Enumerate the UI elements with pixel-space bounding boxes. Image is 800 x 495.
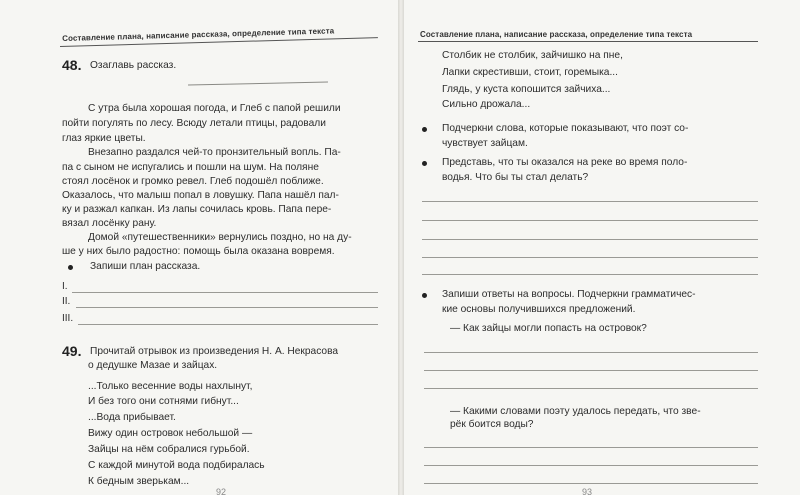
story-line: вязал лосёнку рану.: [62, 218, 157, 229]
question-2: — Какими словами поэту удалось передать, что звe-: [450, 406, 701, 417]
answer-line[interactable]: [424, 465, 758, 466]
bullet-icon: [422, 293, 427, 298]
story-line: Оказалось, что малыш попал в ловушку. Папа нашёл пал-: [62, 190, 339, 201]
bullet1-text: чувствует зайцам.: [442, 138, 528, 149]
poem-line: Глядь, у куста копошится зайчиха...: [442, 84, 611, 95]
answer-line[interactable]: [422, 220, 758, 221]
poem-line: ...Только весенние воды нахлынут,: [88, 381, 253, 392]
story-line: па с сыном не испугались и пошли на шум. На поляне: [62, 162, 319, 173]
plan-instruction: Запиши план рассказа.: [90, 261, 201, 272]
plan-label-3: III.: [62, 313, 74, 324]
poem-line: Вижу один островок небольшой —: [88, 428, 253, 439]
plan-answer-line-1[interactable]: [72, 292, 378, 293]
plan-label-1: I.: [62, 281, 68, 292]
left-page: [0, 0, 399, 495]
right-running-head-rule: [418, 41, 758, 42]
task-49-number: 49.: [62, 343, 82, 359]
answer-line[interactable]: [424, 352, 758, 353]
bullet-icon: [68, 265, 73, 270]
story-line: С утра была хорошая погода, и Глеб с папой решили: [88, 103, 341, 114]
answer-line[interactable]: [422, 257, 758, 258]
plan-answer-line-3[interactable]: [78, 324, 378, 325]
question-1: — Как зайцы могли попасть на островок?: [450, 323, 647, 334]
task-49-instruction: о дедушке Мазае и зайцах.: [88, 360, 218, 371]
story-line: ку и разжал капкан. Из лапы сочилась кровь. Папа пере-: [62, 204, 332, 215]
task-48-number: 48.: [62, 57, 82, 73]
bullet2-text: водья. Что бы ты стал делать?: [442, 172, 589, 183]
question-2: рёк боится воды?: [450, 419, 534, 430]
right-page-number: 93: [582, 487, 593, 495]
bullet3-text: Запиши ответы на вопросы. Подчеркни грамматичес-: [442, 289, 696, 300]
left-page-number: 92: [216, 487, 227, 495]
story-line: Внезапно раздался чей-то пронзительный вопль. Па-: [88, 147, 341, 158]
plan-answer-line-2[interactable]: [76, 307, 378, 308]
bullet-icon: [422, 161, 427, 166]
answer-line[interactable]: [422, 239, 758, 240]
poem-line: Зайцы на нём собралися гурьбой.: [88, 444, 250, 455]
poem-line: Столбик не столбик, зайчишко на пне,: [442, 50, 623, 61]
right-page: [404, 0, 800, 495]
plan-label-2: II.: [62, 296, 71, 307]
bullet1-text: Подчеркни слова, которые показывают, что поэт со-: [442, 123, 689, 134]
answer-line[interactable]: [422, 274, 758, 275]
task-48-instruction: Озаглавь рассказ.: [90, 60, 177, 71]
poem-line: ...Вода прибывает.: [88, 412, 176, 423]
answer-line[interactable]: [424, 388, 758, 389]
task-49-instruction: Прочитай отрывок из произведения Н. А. Некрасова: [90, 346, 339, 357]
poem-line: Сильно дрожала...: [442, 99, 531, 110]
poem-line: К бедным зверькам...: [88, 476, 190, 487]
story-line: пойти погулять по лесу. Всюду летали птицы, радовали: [62, 118, 326, 129]
story-line: глаз яркие цветы.: [62, 133, 146, 144]
poem-line: Лапки скрестивши, стоит, горемыка...: [442, 67, 618, 78]
poem-line: И без того они сотнями гибнут...: [88, 396, 239, 407]
story-line: Домой «путешественники» вернулись поздно, но на ду-: [88, 232, 352, 243]
bullet-icon: [422, 127, 427, 132]
answer-line[interactable]: [422, 201, 758, 202]
answer-line[interactable]: [424, 447, 758, 448]
poem-line: С каждой минутой вода подбиралась: [88, 460, 265, 471]
bullet3-text: кие основы получившихся предложений.: [442, 304, 636, 315]
title-answer-line[interactable]: [188, 82, 328, 86]
answer-line[interactable]: [424, 483, 758, 484]
answer-line[interactable]: [424, 370, 758, 371]
left-running-head: Составление плана, написание рассказа, определение типа текста: [62, 26, 335, 43]
right-running-head: Составление плана, написание рассказа, определение типа текста: [420, 30, 693, 39]
bullet2-text: Представь, что ты оказался на реке во время поло-: [442, 157, 688, 168]
story-line: стоял лосёнок и громко ревел. Глеб подошёл поближе.: [62, 176, 324, 187]
story-line: ше у них было радостно: помощь была оказана вовремя.: [62, 246, 335, 257]
